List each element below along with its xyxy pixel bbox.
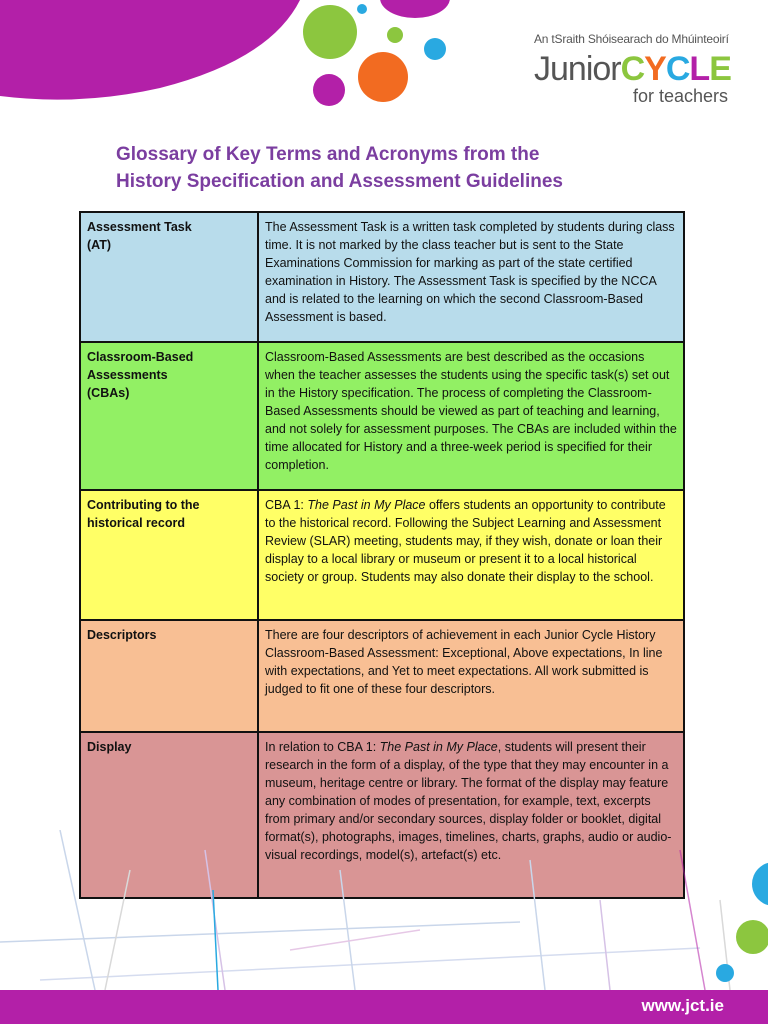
definition-emphasis: The Past in My Place (379, 740, 498, 754)
decorative-circle-purple (313, 74, 345, 106)
decorative-purple-arc (0, 0, 300, 110)
junior-cycle-logo (534, 32, 734, 107)
glossary-term: Contributing to the historical record (80, 490, 258, 620)
decorative-circle-orange (358, 52, 408, 102)
glossary-term: Descriptors (80, 620, 258, 732)
glossary-definition: The Assessment Task is a written task completed by students during class time. It is not marked by the class teacher but is sent to the State Examinations Commission for marking as part of the state certified examination in History. The Assessment Task is specified by the NCCA and is related to the learning on which the second Classroom-Based Assessment is based. (258, 212, 684, 342)
logo-wordmark (534, 50, 734, 88)
footer-bar (0, 990, 768, 1024)
glossary-definition (258, 490, 684, 620)
glossary-row-assessment-task (80, 212, 684, 342)
logo-cycle-letter: E (709, 50, 731, 88)
logo-cycle-letter: C (665, 50, 690, 88)
definition-text: CBA 1: (265, 498, 308, 512)
decorative-circle-small-green (387, 27, 403, 43)
glossary-term: Assessment Task (AT) (80, 212, 258, 342)
glossary-term: Classroom-Based Assessments (CBAs) (80, 342, 258, 490)
glossary-row-descriptors (80, 620, 684, 732)
decorative-circle-small-blue-right (716, 964, 734, 982)
definition-emphasis: The Past in My Place (307, 498, 426, 512)
logo-sub: for teachers (632, 86, 728, 106)
footer-url-link[interactable]: www.jct.ie (641, 996, 724, 1015)
page-title: Glossary of Key Terms and Acronyms from the History Specification and Assessment Guidelines (116, 144, 563, 192)
logo-cycle-letter: Y (644, 50, 666, 88)
decorative-line-pattern (0, 830, 768, 990)
decorative-circle-purple-top (380, 0, 450, 18)
decorative-circle-small-blue (357, 4, 367, 14)
decorative-circle-green (303, 5, 357, 59)
glossary-definition: There are four descriptors of achievement in each Junior Cycle History Classroom-Based Assessment: Exceptional, Above expectations, In line with expectations, and Yet to meet expectations. All work submitted is judged to fit one of these four descriptors. (258, 620, 684, 732)
glossary-row-contributing (80, 490, 684, 620)
definition-text: In relation to CBA 1: (265, 740, 380, 754)
logo-cycle-letter: L (689, 50, 710, 88)
glossary-term: Display (80, 732, 258, 898)
logo-junior: Junior (534, 50, 621, 88)
logo-cycle (621, 50, 731, 88)
glossary-definition: Classroom-Based Assessments are best described as the occasions when the teacher assesses the students using the specific task(s) set out in the History specification. The process of completing the Classroom-Based Assessments should be viewed as part of teaching and learning, and not solely for assessment purposes. The CBAs are included within the time allocated for History and a three-week period is specified for their completion. (258, 342, 684, 490)
definition-text: offers students an opportunity to contribute to the historical record. Following the Subject Learning and Assessment Review (SLAR) meeting, students may, if they wish, donate or loan their display to a local library or museum or present it to a local historical society or group. Students may also donate their display to the school. (265, 498, 666, 584)
definition-text: , students will present their research in the form of a display, of the type that they may encounter in a museum, heritage centre or library. The format of the display may feature any combination of modes of presentation, for example, text, excerpts from primary and/or secondary sources, display folder or booklet, digital format(s), photographs, images, timelines, charts, graphs, audio or audio-visual recordings, model(s), artefact(s) etc. (265, 740, 672, 862)
glossary-table (79, 211, 685, 899)
decorative-circle-blue (424, 38, 446, 60)
logo-tagline: An tSraith Shóisearach do Mhúinteoirí (534, 32, 729, 46)
logo-cycle-letter: C (620, 50, 645, 88)
glossary-row-cbas (80, 342, 684, 490)
decorative-circle-green-right (736, 920, 768, 954)
